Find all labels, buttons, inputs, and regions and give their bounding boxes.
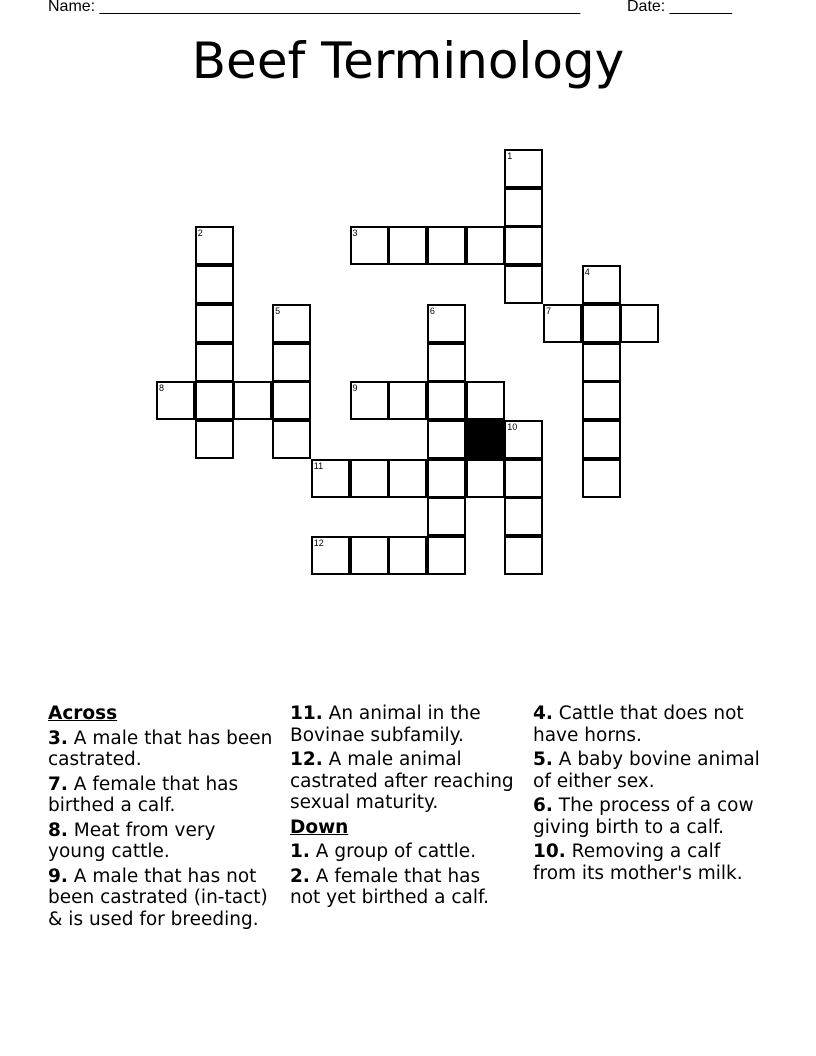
grid-cell[interactable] [582,381,621,420]
grid-cell[interactable] [195,265,234,304]
clue-down-4: 4. Cattle that does not have horns. [533,703,744,746]
grid-cell[interactable] [350,226,389,265]
clue-across-7: 7. A female that has birthed a calf. [48,773,239,816]
clue-number: 12 [313,538,324,548]
clue-number: 7 [546,305,552,316]
clue-number: 2 [197,228,203,239]
clue-down-1: 1. A group of cattle. [290,841,477,862]
black-square [466,420,505,459]
grid-cell[interactable] [504,188,543,227]
grid-cell[interactable] [350,536,389,575]
clue-number: 4 [584,267,590,278]
grid-cell[interactable] [350,381,389,420]
grid-cell[interactable] [272,304,311,343]
clue-across-11: 11. An animal in the Bovinae subfamily. [290,703,481,746]
grid-cell[interactable] [195,226,234,265]
grid-cell[interactable] [427,497,466,536]
clue-number: 10 [507,421,518,432]
clue-across-12: 12. A male animal castrated after reaching sexual maturity. [290,749,514,813]
grid-cell[interactable] [350,459,389,498]
clue-number: 5 [275,305,281,316]
clue-number: 9 [352,383,358,394]
grid-cell[interactable] [427,381,466,420]
page-title: Beef Terminology [191,32,625,90]
grid-cell[interactable] [504,226,543,265]
grid-cell[interactable] [388,226,427,265]
grid-cell[interactable] [195,304,234,343]
grid-cell[interactable] [504,420,543,459]
grid-cell[interactable] [427,420,466,459]
clue-across-3: 3. A male that has been castrated. [48,727,273,770]
grid-cell[interactable] [582,343,621,382]
across-heading: Across [48,703,118,724]
grid-cell[interactable] [195,381,234,420]
clue-column-2 [290,703,515,912]
grid-cell[interactable] [504,459,543,498]
grid-cell[interactable] [427,343,466,382]
grid-cell[interactable] [582,420,621,459]
grid-cell[interactable] [427,304,466,343]
clue-number: 8 [159,383,165,394]
clue-column-1 [48,703,273,933]
clue-column-3 [533,703,768,887]
down-heading: Down [290,816,349,838]
clue-number: 11 [313,460,324,471]
grid-cell[interactable] [427,459,466,498]
grid-cell[interactable] [582,304,621,343]
grid-cell[interactable] [272,420,311,459]
clue-across-9: 9. A male that has not been castrated (in-tact) & is used for breeding. [48,865,268,930]
grid-cell[interactable] [156,381,195,420]
clue-down-6: 6. The process of a cow giving birth to a calf. [533,795,754,838]
grid-cell[interactable] [466,226,505,265]
grid-cell[interactable] [388,459,427,498]
clue-down-10: 10. Removing a calf from its mother's milk. [533,841,743,884]
clue-down-5: 5. A baby bovine animal of either sex. [533,749,760,792]
grid-cell[interactable] [388,536,427,575]
grid-cell[interactable] [466,381,505,420]
grid-cell[interactable] [427,536,466,575]
grid-cell[interactable] [504,536,543,575]
grid-cell[interactable] [195,343,234,382]
grid-cell[interactable] [388,381,427,420]
grid-cell[interactable] [620,304,659,343]
grid-cell[interactable] [311,536,350,575]
grid-cell[interactable] [504,265,543,304]
clue-number: 3 [352,228,358,239]
grid-cell[interactable] [311,459,350,498]
grid-cell[interactable] [543,304,582,343]
grid-cell[interactable] [272,343,311,382]
date-field[interactable]: Date: _______ [627,0,732,15]
grid-cell[interactable] [582,459,621,498]
grid-cell[interactable] [504,497,543,536]
grid-cell[interactable] [272,381,311,420]
grid-cell[interactable] [427,226,466,265]
clue-number: 6 [429,305,435,316]
grid-cell[interactable] [195,420,234,459]
name-field[interactable]: Name: ______________________________________________________ [48,0,581,15]
clue-number: 1 [507,151,513,161]
clue-down-2: 2. A female that has not yet birthed a calf. [290,865,490,908]
grid-cell[interactable] [466,459,505,498]
clue-across-8: 8. Meat from very young cattle. [48,819,216,862]
grid-cell[interactable] [504,149,543,188]
grid-cell[interactable] [582,265,621,304]
grid-cell[interactable] [233,381,272,420]
